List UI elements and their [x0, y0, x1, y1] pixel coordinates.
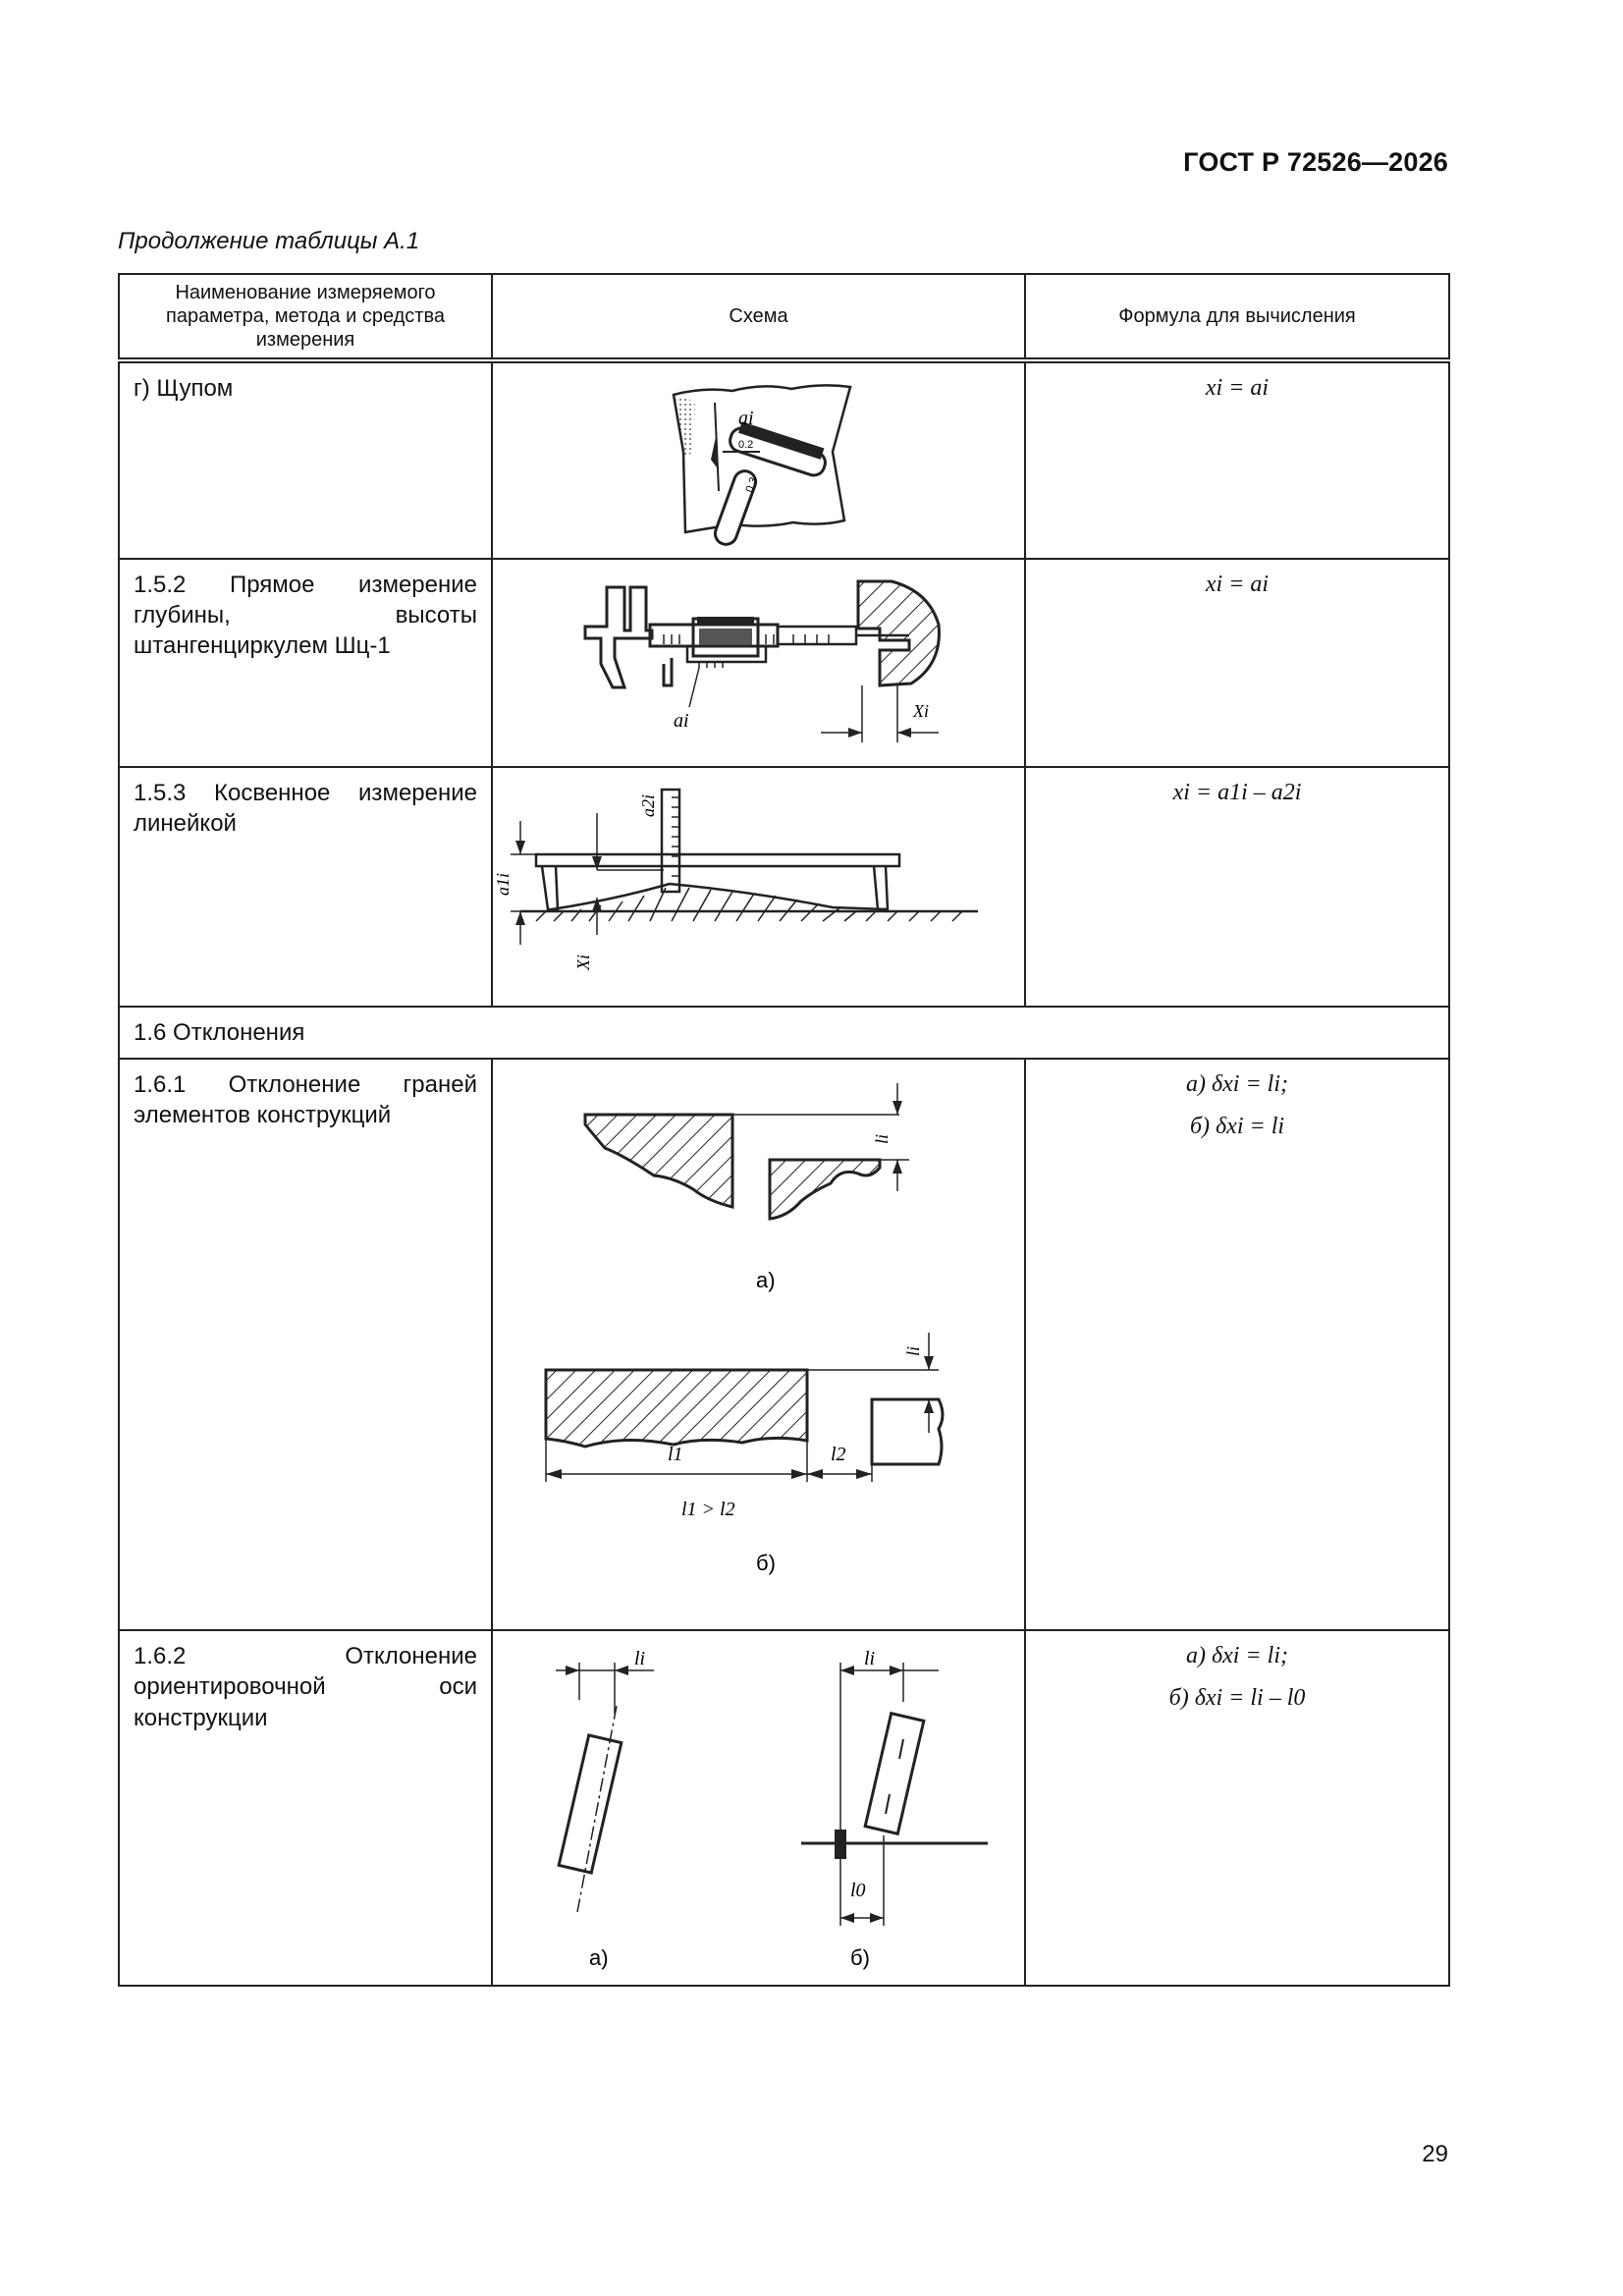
measurement-table: [118, 273, 1450, 1987]
scheme-1-5-3: [492, 767, 1025, 1007]
row-name-feeler: г) Щупом: [119, 360, 492, 559]
formula-line: xi = a1i – a2i: [1172, 780, 1302, 805]
ruler-label-a1: a1i: [493, 872, 513, 896]
formula-line: б) δxi = li – l0: [1168, 1685, 1306, 1712]
axis-deviation-diagram: [507, 1641, 1027, 1975]
section-heading-1-6: 1.6 Отклонения: [119, 1007, 1449, 1059]
row-name-1-6-1: 1.6.1 Отклонение граней элементов конструкций: [119, 1059, 492, 1630]
column-header-formula: Формула для вычисления: [1025, 274, 1449, 360]
formula-1-6-2: [1025, 1630, 1449, 1986]
face-label-l1-gt-l2: l1 > l2: [681, 1499, 735, 1521]
table-row: [119, 767, 1449, 1007]
row-name-1-5-3: 1.5.3 Косвенное измерение линейкой: [119, 767, 492, 1007]
formula-line: xi = ai: [1205, 375, 1270, 401]
formula-line: б) δxi = li: [1189, 1114, 1285, 1140]
axis-sublabel-a: а): [589, 1945, 609, 1971]
formula-1-5-2: [1025, 559, 1449, 767]
table-caption: Продолжение таблицы А.1: [118, 228, 420, 254]
caliper-label-a: ai: [674, 710, 689, 732]
face-label-li-a: li: [872, 1134, 892, 1145]
table-row: [119, 1630, 1449, 1986]
formula-line: а) δxi = li;: [1186, 1643, 1288, 1669]
table-row: [119, 1059, 1449, 1630]
formula-1-5-3: [1025, 767, 1449, 1007]
caliper-label-x: Xi: [913, 701, 929, 721]
formula-line: а) δxi = li;: [1186, 1071, 1288, 1098]
scheme-feeler: [492, 360, 1025, 559]
face-sublabel-a: а): [756, 1268, 776, 1293]
row-name-1-5-2: 1.5.2 Прямое измерение глубины, высоты штангенциркулем Шц-1: [119, 559, 492, 767]
scheme-1-6-2: [492, 1630, 1025, 1986]
axis-label-li-a: li: [634, 1648, 646, 1670]
feeler-label-0-3: 0.3: [743, 475, 761, 495]
table-row: [119, 559, 1449, 767]
face-label-l2: l2: [831, 1444, 846, 1466]
table-header-row: [119, 274, 1449, 360]
feeler-label-0-2: 0.2: [738, 439, 754, 451]
column-header-scheme: Схема: [492, 274, 1025, 360]
axis-label-l0: l0: [850, 1880, 866, 1902]
formula-line: xi = ai: [1205, 572, 1270, 597]
table-row: [119, 1007, 1449, 1059]
feeler-label-a: ai: [738, 408, 754, 429]
document-code: ГОСТ Р 72526—2026: [1183, 147, 1448, 177]
scheme-1-6-1: [492, 1059, 1025, 1630]
table-row: [119, 360, 1449, 559]
caliper-diagram: [507, 570, 1017, 756]
row-name-1-6-2: 1.6.2 Отклонение ориентировочной оси конструкции: [119, 1630, 492, 1986]
axis-label-li-b: li: [864, 1648, 876, 1670]
feeler-gauge-diagram: [507, 373, 1017, 542]
face-label-l1: l1: [668, 1444, 683, 1466]
axis-sublabel-b: б): [850, 1945, 870, 1971]
column-header-parameter: Наименование измеряемого параметра, метода и средства измерения: [119, 274, 492, 360]
ruler-diagram: [493, 778, 1017, 996]
ruler-label-a2: a2i: [638, 793, 658, 817]
face-sublabel-b: б): [756, 1551, 776, 1576]
scheme-1-5-2: [492, 559, 1025, 767]
formula-1-6-1: [1025, 1059, 1449, 1630]
page-number: 29: [1422, 2141, 1448, 2167]
face-deviation-diagram: [507, 1069, 1027, 1619]
ruler-label-x: Xi: [573, 955, 593, 970]
formula-feeler: [1025, 360, 1449, 559]
face-label-li-b: li: [903, 1346, 923, 1357]
